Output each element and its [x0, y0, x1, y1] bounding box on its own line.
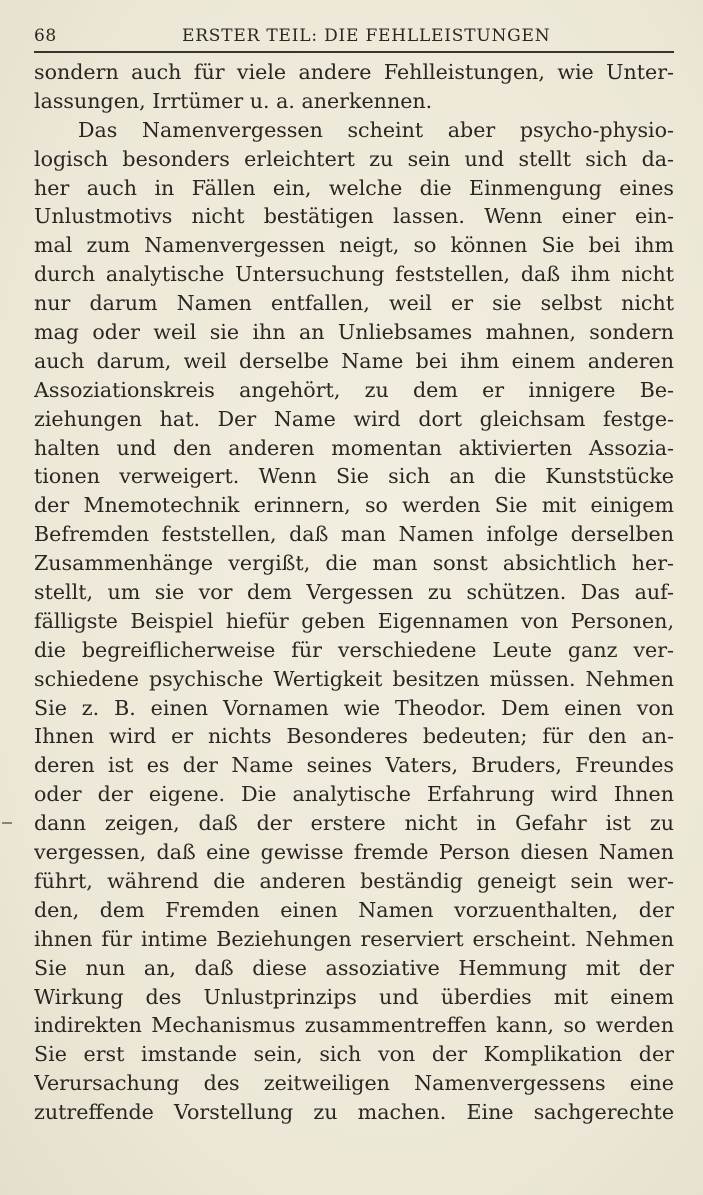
text-line: führt, während die anderen beständig geneigt sein wer-	[34, 868, 674, 893]
text-line: mal zum Namenvergessen neigt, so können Sie bei ihm	[34, 233, 674, 258]
body-text	[34, 58, 674, 1127]
text-line: her auch in Fällen ein, welche die Einmengung eines	[34, 175, 674, 200]
text-line: zutreffende Vorstellung zu machen. Eine sachgerechte	[34, 1100, 674, 1125]
text-line: fälligste Beispiel hiefür geben Eigennamen von Personen,	[34, 608, 674, 633]
text-line: Sie erst imstande sein, sich von der Komplikation der	[34, 1042, 674, 1067]
text-line: dann zeigen, daß der erstere nicht in Gefahr ist zu	[34, 811, 674, 836]
text-line: ziehungen hat. Der Name wird dort gleichsam festge-	[34, 406, 674, 431]
text-line: sondern auch für viele andere Fehlleistungen, wie Unter-	[34, 60, 674, 84]
text-line: Verursachung des zeitweiligen Namenvergessens eine	[34, 1071, 674, 1096]
text-line: vergessen, daß eine gewisse fremde Person diesen Namen	[34, 840, 674, 865]
text-line: schiedene psychische Wertigkeit besitzen müssen. Nehmen	[34, 666, 674, 691]
text-line: mag oder weil sie ihn an Unliebsames mahnen, sondern	[34, 320, 674, 345]
text-line: die begreiflicherweise für verschiedene Leute ganz ver-	[34, 637, 674, 662]
text-line: Unlustmotivs nicht bestätigen lassen. Wenn einer ein-	[34, 204, 674, 229]
text-line: Wirkung des Unlustprinzips und überdies mit einem	[34, 984, 674, 1009]
text-line: Befremden feststellen, daß man Namen infolge derselben	[34, 522, 674, 547]
text-line: Assoziationskreis angehört, zu dem er innigere Be-	[34, 377, 674, 402]
text-line: Ihnen wird er nichts Besonderes bedeuten; für den an-	[34, 724, 674, 749]
text-line: lassungen, Irrtümer u. a. anerkennen.	[34, 88, 433, 113]
page-header	[34, 22, 674, 52]
text-line: tionen verweigert. Wenn Sie sich an die Kunststücke	[34, 464, 674, 489]
text-line: logisch besonders erleichtert zu sein und stellt sich da-	[34, 146, 674, 171]
text-line: auch darum, weil derselbe Name bei ihm einem anderen	[34, 348, 674, 373]
text-line: oder der eigene. Die analytische Erfahrung wird Ihnen	[34, 782, 674, 807]
margin-mark	[2, 822, 12, 824]
text-line: ihnen für intime Beziehungen reserviert erscheint. Nehmen	[34, 926, 674, 951]
text-line: der Mnemotechnik erinnern, so werden Sie mit einigem	[34, 493, 674, 518]
text-line: deren ist es der Name seines Vaters, Bruders, Freundes	[34, 753, 674, 778]
text-line: Sie z. B. einen Vornamen wie Theodor. Dem einen von	[34, 695, 674, 720]
text-line: den, dem Fremden einen Namen vorzuenthalten, der	[34, 897, 674, 922]
text-line: Das Namenvergessen scheint aber psycho-physio-	[78, 117, 674, 142]
page-number: 68	[34, 26, 57, 46]
header-rule	[34, 51, 674, 53]
text-line: Zusammenhänge vergißt, die man sonst absichtlich her-	[34, 551, 674, 576]
text-line: Sie nun an, daß diese assoziative Hemmung mit der	[34, 955, 674, 980]
text-line: stellt, um sie vor dem Vergessen zu schützen. Das auf-	[34, 580, 674, 605]
running-head: ERSTER TEIL: DIE FEHLLEISTUNGEN	[182, 26, 551, 46]
text-line: durch analytische Untersuchung feststellen, daß ihm nicht	[34, 262, 674, 287]
text-line: halten und den anderen momentan aktivierten Assozia-	[34, 435, 674, 460]
text-line: nur darum Namen entfallen, weil er sie selbst nicht	[34, 291, 674, 316]
text-line: indirekten Mechanismus zusammentreffen kann, so werden	[34, 1013, 674, 1038]
